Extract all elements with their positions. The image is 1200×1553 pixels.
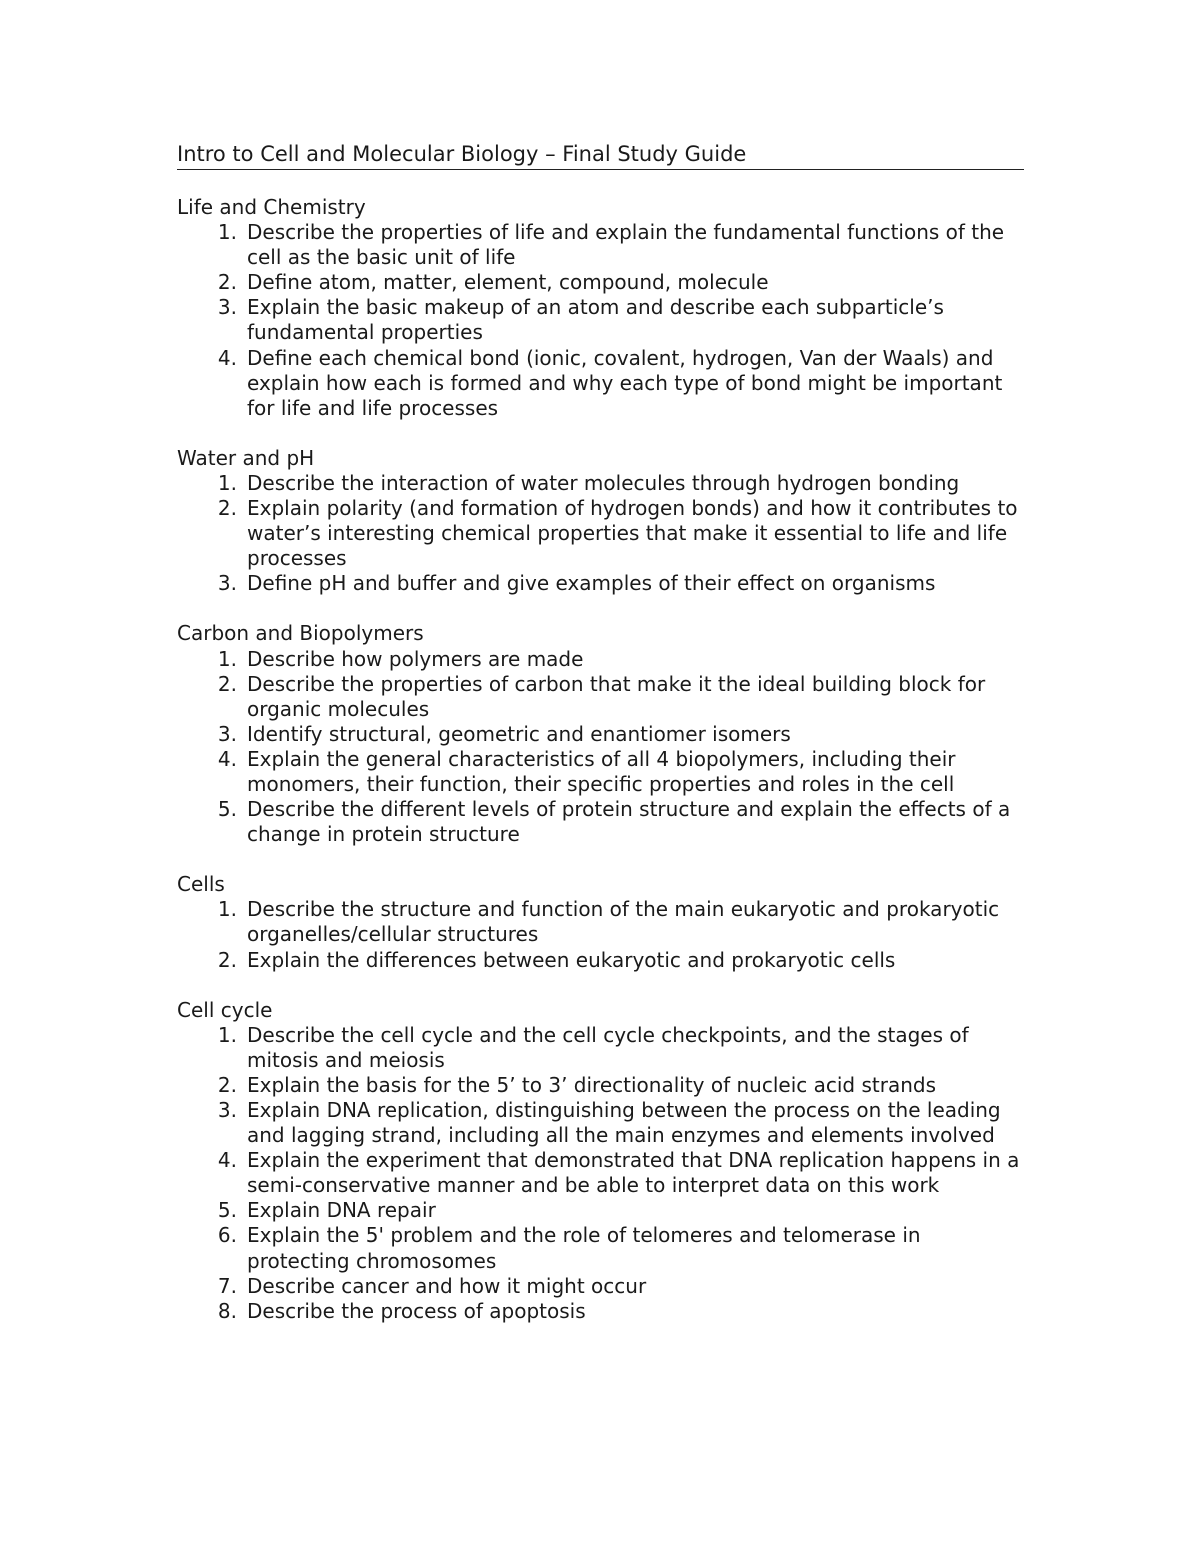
- list-item-text: Explain the differences between eukaryotic and prokaryotic cells: [247, 947, 896, 972]
- list-item: [177, 1148, 1024, 1198]
- list-item-number: 1.: [217, 646, 237, 671]
- list-item-text: Explain DNA replication, distinguishing between the process on the leading and lagging strand, including all the main enzymes and elements involved: [247, 1098, 1001, 1148]
- list-item-text: Describe the properties of life and explain the fundamental functions of the cell as the basic unit of life: [247, 220, 1005, 270]
- numbered-list: [177, 647, 1024, 848]
- section-title: Carbon and Biopolymers: [177, 621, 424, 646]
- list-item-text: Describe the cell cycle and the cell cycle checkpoints, and the stages of mitosis and meiosis: [247, 1022, 969, 1072]
- list-item-text: Explain the basis for the 5’ to 3’ directionality of nucleic acid strands: [247, 1072, 937, 1097]
- list-item: [177, 672, 1024, 722]
- list-item-text: Identify structural, geometric and enantiomer isomers: [247, 721, 791, 746]
- list-item: [177, 647, 1024, 672]
- list-item-text: Explain the basic makeup of an atom and describe each subparticle’s fundamental properties: [247, 295, 944, 345]
- list-item: [177, 1098, 1024, 1148]
- numbered-list: [177, 897, 1024, 972]
- list-item: [177, 1299, 1024, 1324]
- section-title: Cell cycle: [177, 997, 273, 1022]
- list-item-number: 1.: [217, 1022, 237, 1047]
- list-item-number: 6.: [217, 1223, 237, 1248]
- section: [177, 998, 1024, 1324]
- list-item: [177, 797, 1024, 847]
- section-title: Cells: [177, 872, 225, 897]
- list-item-number: 2.: [217, 671, 237, 696]
- list-item-text: Define atom, matter, element, compound, molecule: [247, 270, 769, 295]
- list-item-number: 1.: [217, 220, 237, 245]
- list-item: [177, 1198, 1024, 1223]
- list-item: [177, 295, 1024, 345]
- document-title: Intro to Cell and Molecular Biology – Final Study Guide: [177, 140, 1024, 170]
- list-item: [177, 1073, 1024, 1098]
- list-item-number: 2.: [217, 947, 237, 972]
- list-item-number: 1.: [217, 470, 237, 495]
- list-item: [177, 220, 1024, 270]
- list-item-number: 5.: [217, 1198, 237, 1223]
- list-item-number: 2.: [217, 270, 237, 295]
- list-item-text: Explain DNA repair: [247, 1198, 436, 1223]
- section: [177, 872, 1024, 972]
- list-item-number: 4.: [217, 345, 237, 370]
- list-item-text: Describe cancer and how it might occur: [247, 1273, 647, 1298]
- list-item: [177, 897, 1024, 947]
- list-item-text: Explain the general characteristics of all 4 biopolymers, including their monomers, their function, their specific properties and roles in the cell: [247, 746, 956, 796]
- section: [177, 621, 1024, 847]
- list-item: [177, 270, 1024, 295]
- document-page: [177, 140, 1024, 1324]
- list-item-number: 4.: [217, 1148, 237, 1173]
- list-item: [177, 1223, 1024, 1273]
- list-item-number: 2.: [217, 496, 237, 521]
- section-title: Water and pH: [177, 445, 315, 470]
- list-item: [177, 1023, 1024, 1073]
- sections-container: [177, 195, 1024, 1324]
- list-item: [177, 948, 1024, 973]
- section: [177, 446, 1024, 597]
- list-item: [177, 747, 1024, 797]
- numbered-list: [177, 1023, 1024, 1324]
- numbered-list: [177, 471, 1024, 596]
- list-item-text: Explain the 5' problem and the role of telomeres and telomerase in protecting chromosomes: [247, 1223, 921, 1273]
- list-item-number: 5.: [217, 797, 237, 822]
- list-item-number: 3.: [217, 295, 237, 320]
- list-item-text: Define pH and buffer and give examples of their effect on organisms: [247, 571, 936, 596]
- list-item: [177, 722, 1024, 747]
- list-item-text: Describe the different levels of protein structure and explain the effects of a change in protein structure: [247, 797, 1011, 847]
- numbered-list: [177, 220, 1024, 421]
- list-item-text: Explain polarity (and formation of hydrogen bonds) and how it contributes to water’s interesting chemical properties that make it essential to life and life processes: [247, 496, 1018, 571]
- list-item: [177, 346, 1024, 421]
- list-item-text: Describe the properties of carbon that make it the ideal building block for organic molecules: [247, 671, 986, 721]
- list-item-text: Describe the interaction of water molecules through hydrogen bonding: [247, 470, 960, 495]
- list-item: [177, 496, 1024, 571]
- list-item: [177, 571, 1024, 596]
- list-item-number: 2.: [217, 1072, 237, 1097]
- list-item-text: Describe the process of apoptosis: [247, 1298, 586, 1323]
- list-item-number: 8.: [217, 1298, 237, 1323]
- list-item-text: Explain the experiment that demonstrated that DNA replication happens in a semi-conservative manner and be able to interpret data on this work: [247, 1148, 1020, 1198]
- list-item-number: 3.: [217, 1098, 237, 1122]
- section: [177, 195, 1024, 421]
- section-title: Life and Chemistry: [177, 195, 366, 219]
- list-item-number: 4.: [217, 746, 237, 771]
- list-item-number: 3.: [217, 721, 237, 746]
- list-item-text: Describe how polymers are made: [247, 646, 584, 671]
- list-item-text: Describe the structure and function of the main eukaryotic and prokaryotic organelles/cellular structures: [247, 897, 1000, 947]
- list-item: [177, 471, 1024, 496]
- list-item: [177, 1274, 1024, 1299]
- list-item-number: 7.: [217, 1273, 237, 1298]
- list-item-text: Define each chemical bond (ionic, covalent, hydrogen, Van der Waals) and explain how each is formed and why each type of bond might be important for life and life processes: [247, 345, 1003, 420]
- list-item-number: 3.: [217, 571, 237, 596]
- list-item-number: 1.: [217, 897, 237, 922]
